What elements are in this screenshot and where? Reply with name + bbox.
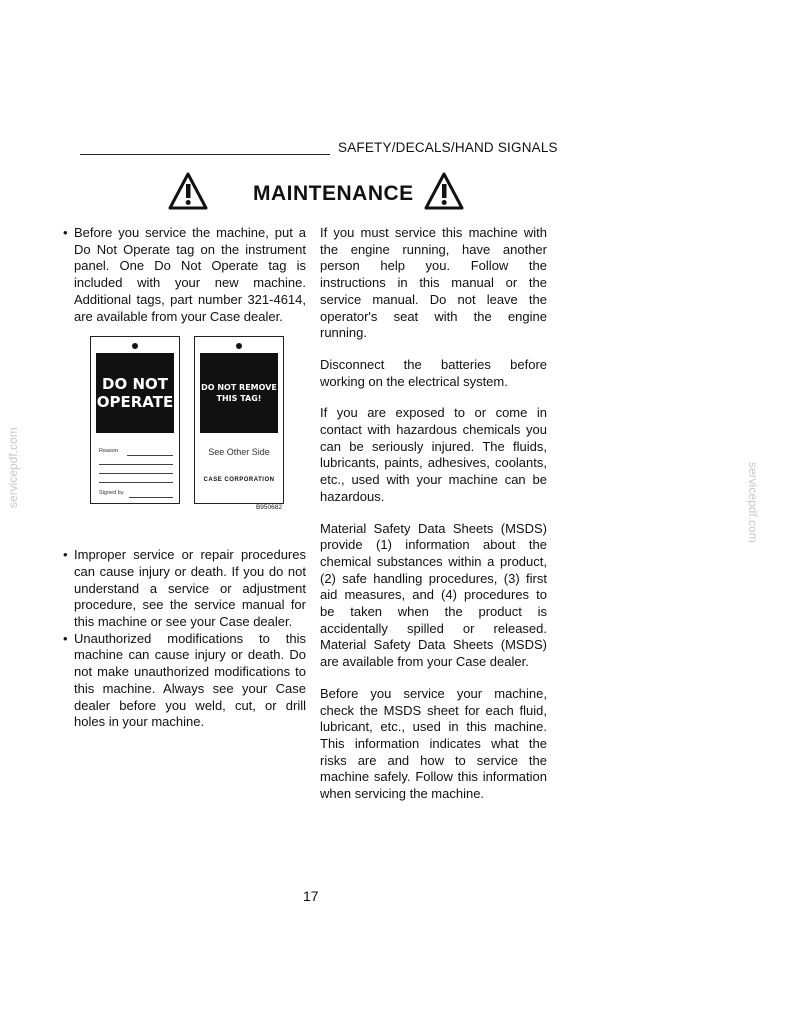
page-title: MAINTENANCE bbox=[253, 182, 414, 205]
paragraph: Disconnect the batteries before working on the electrical system. bbox=[320, 356, 547, 389]
warning-triangle-icon bbox=[168, 172, 208, 215]
do-not-remove-tag bbox=[194, 336, 284, 504]
form-line bbox=[127, 455, 173, 456]
tag-hole bbox=[132, 343, 138, 349]
figure-code: B950682 bbox=[255, 504, 282, 511]
warning-triangle-icon bbox=[424, 172, 464, 215]
page-number: 17 bbox=[303, 888, 319, 904]
section-header: SAFETY/DECALS/HAND SIGNALS bbox=[338, 140, 558, 155]
tag-hole bbox=[236, 343, 242, 349]
watermark: servicepdf.com bbox=[746, 462, 760, 543]
signed-label: Signed by bbox=[99, 490, 124, 496]
form-line bbox=[99, 482, 173, 483]
tag-banner bbox=[200, 353, 278, 433]
see-other-side-text: See Other Side bbox=[208, 447, 270, 457]
tag-banner bbox=[96, 353, 174, 433]
right-column bbox=[320, 225, 547, 818]
bullet-item: • Before you service the machine, put a Do Not Operate tag on the instrument panel. One Do Not Operate tag is included with your new machine. Additional tags, part number 321-4614, are available from your Case dealer. bbox=[62, 225, 306, 325]
tags-figure bbox=[90, 336, 282, 512]
paragraph: If you must service this machine with the engine running, have another person help you. Follow the instructions in this manual or the service manual. Do not leave the operator's seat with the engine running. bbox=[320, 225, 547, 341]
watermark: servicepdf.com bbox=[6, 427, 20, 508]
paragraph: If you are exposed to or come in contact with hazardous chemicals you can be seriously injured. The fluids, lubricants, paints, adhesives, coolants, etc., used with your machine can be hazardous. bbox=[320, 405, 547, 504]
tag-text: DO NOT bbox=[102, 375, 168, 393]
form-line bbox=[99, 464, 173, 465]
bullet-item: • Unauthorized modifications to this machine can cause injury or death. Do not make unauthorized modifications to this machine. Always see your Case dealer before you weld, cut, or drill holes in your machine. bbox=[62, 631, 306, 731]
company-name: CASE CORPORATION bbox=[203, 477, 275, 483]
bullet-item: • Improper service or repair procedures can cause injury or death. If you do not understand a service or adjustment procedure, see the service manual for this machine or see your Case dealer. bbox=[62, 547, 306, 631]
tag-text: DO NOT REMOVE bbox=[201, 383, 277, 392]
reason-label: Reason bbox=[99, 448, 118, 454]
do-not-operate-tag bbox=[90, 336, 180, 504]
tag-text: OPERATE bbox=[96, 393, 174, 411]
maintenance-heading bbox=[168, 170, 468, 218]
tag-text: THIS TAG! bbox=[216, 394, 262, 403]
form-line bbox=[129, 497, 173, 498]
header-rule bbox=[80, 154, 330, 155]
paragraph: Material Safety Data Sheets (MSDS) provide (1) information about the chemical substances within a product, (2) safe handling procedures, (3) first aid measures, and (4) procedures to be taken when the product is accidentally spilled or released. Material Safety Data Sheets (MSDS) are available from your Case dealer. bbox=[320, 520, 547, 670]
form-line bbox=[99, 473, 173, 474]
paragraph: Before you service your machine, check the MSDS sheet for each fluid, lubricant, etc., used in this machine. This information indicates what the risks are and how to service the machine safely. Follow this information when servicing the machine. bbox=[320, 685, 547, 802]
